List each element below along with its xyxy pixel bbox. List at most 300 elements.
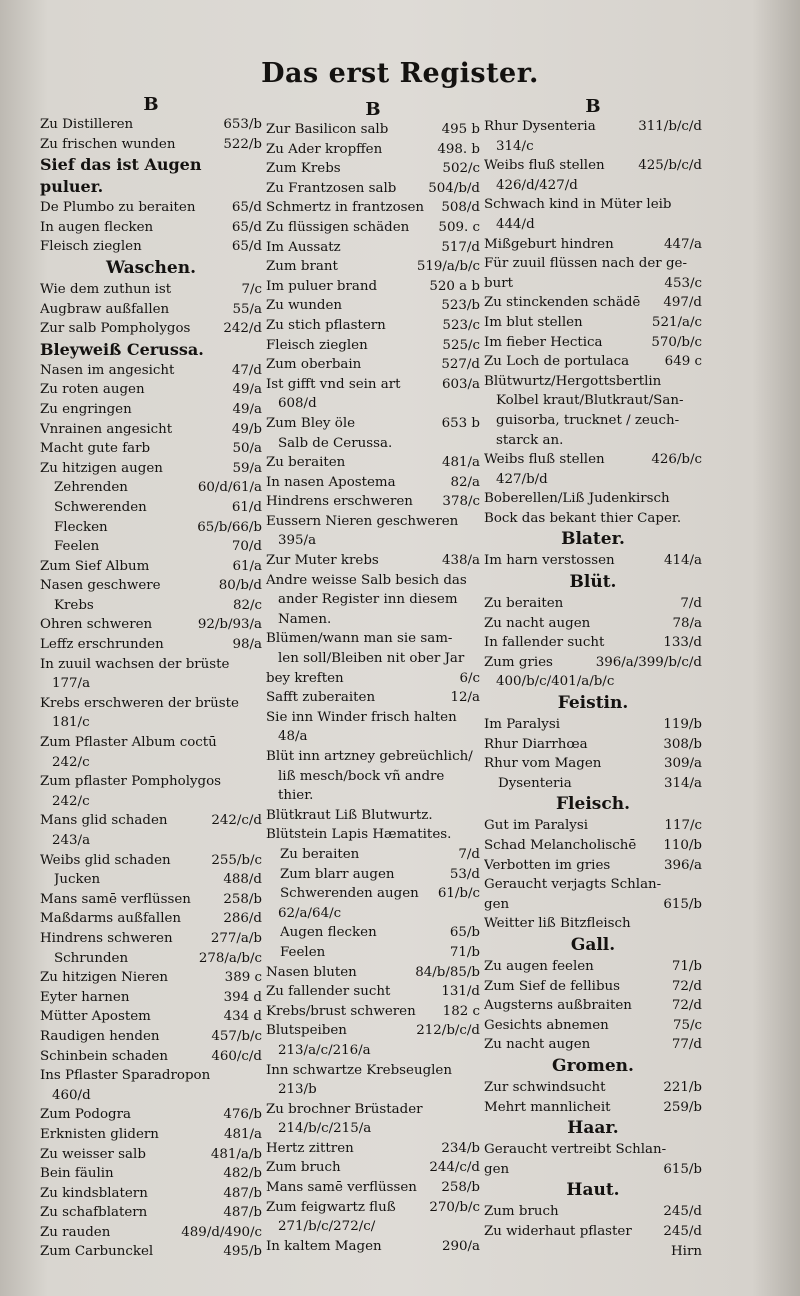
index-entry (40, 237, 262, 257)
entry-page-ref: 523/b (441, 298, 480, 314)
entry-term: Zu brochner Brüstader (266, 1101, 423, 1117)
index-entry (484, 1202, 702, 1222)
index-entry (40, 1047, 262, 1067)
entry-term: Im harn verstossen (484, 553, 615, 569)
entry-term: Mißgeburt hindren (484, 236, 614, 252)
entry-continuation: 177/a (52, 676, 91, 692)
entry-term: Blutspeiben (266, 1023, 347, 1039)
entry-page-ref: 394 d (223, 989, 262, 1005)
entry-term: Erknisten glidern (40, 1126, 159, 1142)
entry-term: Gut im Paralysi (484, 818, 588, 834)
entry-term: In augen flecken (40, 219, 154, 235)
index-entry (40, 280, 262, 300)
entry-continuation: len soll/Bleiben nit ober Jar (278, 651, 465, 667)
index-entry (40, 198, 262, 218)
entry-term: Rhur Dysenteria (484, 119, 596, 134)
index-entry (40, 518, 262, 538)
entry-page-ref: 460/c/d (211, 1048, 262, 1064)
index-entry (40, 478, 262, 498)
index-entry (266, 1198, 480, 1218)
entry-page-ref: 521/a/c (651, 314, 702, 330)
entry-term: Hindrens erschweren (266, 494, 413, 510)
entry-term: Schrunden (54, 950, 129, 966)
entry-page-ref: 242/d (223, 321, 262, 337)
entry-continuation: 181/c (52, 715, 90, 731)
entry-term: Fleisch zieglen (266, 337, 368, 353)
entry-term: Maßdarms außfallen (40, 911, 182, 927)
entry-page-ref: 133/d (663, 635, 702, 651)
entry-term: Zu augen feelen (484, 958, 594, 974)
entry-term: Ohren schweren (40, 617, 153, 633)
index-entry (484, 509, 702, 529)
entry-continuation: 214/b/c/215/a (278, 1121, 372, 1137)
entry-page-ref: 70/d (231, 539, 262, 555)
entry-page-ref: 482/b (223, 1166, 262, 1182)
entry-term: Safft zuberaiten (266, 690, 376, 706)
entry-term: Fleisch zieglen (40, 239, 142, 255)
index-entry (266, 336, 480, 356)
entry-page-ref: 244/c/d (429, 1160, 480, 1176)
entry-page-ref: 47/d (231, 362, 262, 378)
index-entry (266, 1002, 480, 1022)
entry-term: burt (484, 275, 513, 291)
entry-term: Zehrenden (54, 480, 128, 496)
entry-term: Schwach kind in Müter leib (484, 197, 672, 213)
index-entry (266, 747, 480, 767)
index-entry (266, 669, 480, 689)
index-entry (266, 414, 480, 434)
index-entry (484, 156, 702, 176)
entry-term: Zum feigwartz fluß (266, 1199, 396, 1215)
index-entry (266, 865, 480, 885)
entry-page-ref: 49/b (231, 421, 262, 437)
entry-page-ref: 71/b (449, 944, 480, 960)
entry-continuation: 460/d (52, 1087, 91, 1103)
index-entry (40, 498, 262, 518)
entry-page-ref: 438/a (441, 553, 480, 569)
entry-term: Andre weisse Salb besich das (266, 572, 467, 588)
entry-page-ref: 453/c (664, 275, 702, 291)
entry-page-ref: 7/d (680, 596, 702, 612)
index-entry (266, 1139, 480, 1159)
entry-term: Wie dem zuthun ist (40, 281, 172, 297)
entry-page-ref: 649 c (664, 354, 702, 370)
index-entry (40, 1007, 262, 1027)
entry-term: Zu Ader kropffen (266, 141, 383, 157)
index-column-1 (40, 95, 262, 1262)
index-entry (484, 594, 702, 614)
entry-page-ref: 502/c (442, 161, 480, 177)
index-entry (484, 551, 702, 571)
index-entry (266, 845, 480, 865)
entry-page-ref: 389 c (224, 970, 262, 986)
entry-page-ref: 311/b/c/d (638, 119, 702, 134)
entry-page-ref: 525/c (442, 337, 480, 353)
index-entry (484, 774, 702, 794)
page-title: Das erst Register. (261, 58, 539, 89)
entry-page-ref: 481/a (441, 455, 480, 471)
entry-page-ref: 12/a (450, 690, 480, 706)
entry-term: Zu stinckenden schädē (484, 295, 641, 311)
entry-page-ref: 396/a (663, 857, 702, 873)
index-entry (266, 629, 480, 649)
index-entry (484, 293, 702, 313)
entry-continuation: 242/c (52, 793, 90, 809)
index-entry (484, 1140, 702, 1160)
entry-page-ref: 119/b (663, 717, 702, 733)
index-entry (40, 968, 262, 988)
entry-page-ref: 245/d (663, 1223, 702, 1239)
entry-page-ref: 509. c (438, 219, 480, 235)
index-entry (40, 655, 262, 675)
entry-continuation: 62/a/64/c (278, 905, 342, 921)
index-entry (484, 254, 702, 274)
entry-term: Zum Podogra (40, 1107, 132, 1123)
entry-page-ref: 242/c/d (211, 813, 262, 829)
entry-page-ref: 314/a (663, 775, 702, 791)
index-entry (40, 811, 262, 831)
entry-page-ref: 570/b/c (651, 334, 702, 350)
index-entry (266, 355, 480, 375)
entry-term: Weibs glid schaden (40, 852, 171, 868)
entry-page-ref: 71/b (671, 958, 702, 974)
entry-continuation: 271/b/c/272/c/ (278, 1219, 376, 1235)
index-entry (40, 380, 262, 400)
index-entry (484, 333, 702, 353)
index-entry (484, 313, 702, 333)
entry-page-ref: 498. b (437, 141, 480, 157)
entry-continuation: 314/c (496, 138, 534, 154)
entry-term: Zu frischen wunden (40, 136, 176, 152)
entry-page-ref: 110/b (663, 838, 702, 853)
entry-page-ref: 434 d (223, 1009, 262, 1025)
entry-page-ref: 603/a (441, 376, 480, 392)
entry-term: In nasen Apostema (266, 474, 396, 490)
index-entry (40, 576, 262, 596)
entry-continuation: 243/a (52, 833, 91, 848)
entry-continuation: 444/d (496, 216, 535, 232)
index-entry (266, 571, 480, 591)
entry-term: Hindrens schweren (40, 930, 173, 946)
entry-page-ref: 61/b/c (437, 886, 480, 902)
entry-page-ref: 308/b (663, 736, 702, 752)
index-entry (40, 988, 262, 1008)
entry-page-ref: 80/b/d (218, 578, 262, 594)
entry-term: gen (484, 1161, 510, 1177)
index-entry (266, 1100, 480, 1120)
index-column-3 (484, 97, 702, 1261)
index-entry (40, 733, 262, 753)
entry-page-ref: 221/b (663, 1079, 702, 1095)
entry-term: Zu beraiten (484, 596, 564, 612)
entry-term: Dysenteria (498, 775, 572, 791)
entry-continuation: Salb de Cerussa. (278, 435, 393, 451)
entry-term: Zu fallender sucht (266, 984, 391, 1000)
entry-page-ref: 309/a (663, 756, 702, 772)
entry-page-ref: 234/b (441, 1140, 480, 1156)
index-entry (266, 825, 480, 845)
entry-page-ref: 481/a (223, 1126, 262, 1142)
entry-term: Zu wunden (266, 298, 343, 314)
entry-term: Blütstein Lapis Hæmatites. (266, 827, 452, 843)
entry-continuation: 48/a (278, 729, 308, 745)
entry-term: Leffz erschrunden (40, 637, 164, 653)
index-entry (40, 1223, 262, 1243)
entry-continuation: liß mesch/bock vñ andre thier. (278, 768, 445, 804)
entry-page-ref: 259/b (663, 1099, 702, 1115)
entry-term: Sie inn Winder frisch halten (266, 709, 457, 725)
entry-continuation: ander Register inn diesem (278, 592, 458, 608)
entry-page-ref: 519/a/b/c (416, 259, 480, 275)
entry-term: Bein fäulin (40, 1166, 114, 1182)
entry-term: Im puluer brand (266, 278, 378, 294)
entry-continuation: Kolbel kraut/Blutkraut/San- (496, 393, 684, 409)
entry-page-ref: 286/d (223, 911, 262, 927)
index-entry (266, 316, 480, 336)
entry-page-ref: 504/b/d (428, 180, 480, 196)
entry-page-ref: 78/a (672, 615, 702, 631)
index-entry (484, 816, 702, 836)
index-entry (40, 772, 262, 792)
index-entry (40, 909, 262, 929)
index-entry (266, 982, 480, 1002)
entry-term: Zu stich pflastern (266, 317, 386, 333)
entry-page-ref: 60/d/61/a (197, 480, 262, 496)
index-entry (40, 870, 262, 890)
entry-page-ref: 212/b/c/d (416, 1023, 480, 1039)
entry-page-ref: 396/a/399/b/c/d (595, 654, 702, 670)
entry-term: Flecken (54, 519, 108, 535)
entry-term: Krebs erschweren der brüste (40, 695, 239, 711)
entry-heading: Bleyweiß Cerussa. (40, 339, 204, 359)
entry-page-ref: 488/d (223, 872, 262, 888)
entry-term: Krebs/brust schweren (266, 1003, 416, 1019)
index-entry (40, 929, 262, 949)
entry-page-ref: 495/b (223, 1244, 262, 1260)
section-heading: Haar. (567, 1118, 619, 1139)
entry-term: Ist gifft vnd sein art (266, 376, 401, 392)
entry-page-ref: 481/a/b (210, 1146, 262, 1162)
index-entry (266, 179, 480, 199)
entry-term: Schwerenden (54, 499, 147, 515)
entry-term: Zum Pflaster Album coctū (40, 735, 217, 751)
entry-page-ref: 497/d (663, 295, 702, 311)
index-entry (484, 372, 702, 392)
entry-term: Rhur Diarrhœa (484, 736, 588, 752)
entry-term: Boberellen/Liß Judenkirsch (484, 491, 670, 507)
index-entry (266, 375, 480, 395)
index-entry (40, 1203, 262, 1223)
catchword: Hirn (671, 1243, 702, 1259)
entry-page-ref: 255/b/c (211, 852, 262, 868)
section-heading: Fleisch. (555, 794, 630, 815)
entry-page-ref: 523/c (442, 317, 480, 333)
entry-page-ref: 49/a (232, 382, 262, 398)
section-heading: Gall. (570, 934, 616, 955)
entry-continuation: Namen. (278, 611, 332, 627)
index-entry (40, 1027, 262, 1047)
index-entry (40, 135, 262, 155)
entry-term: Zum Bley öle (266, 415, 356, 431)
entry-page-ref: 50/a (232, 441, 262, 457)
entry-term: Zu weisser salb (40, 1146, 146, 1162)
entry-page-ref: 49/a (232, 401, 262, 417)
entry-page-ref: 414/a (663, 553, 702, 569)
entry-page-ref: 75/c (672, 1017, 702, 1033)
index-entry (484, 754, 702, 774)
entry-page-ref: 517/d (441, 239, 480, 255)
entry-term: Jucken (54, 872, 101, 888)
entry-term: Verbotten im gries (484, 857, 611, 873)
entry-page-ref: 278/a/b/c (198, 950, 262, 966)
entry-continuation: 213/b (278, 1082, 317, 1098)
entry-page-ref: 72/d (671, 998, 702, 1014)
index-entry (266, 159, 480, 179)
entry-term: Zu widerhaut pflaster (484, 1223, 632, 1239)
index-column-2 (266, 100, 480, 1256)
index-entry (40, 596, 262, 616)
entry-page-ref: 65/d (231, 219, 262, 235)
entry-term: Zu Loch de portulaca (484, 354, 630, 370)
index-entry (40, 1164, 262, 1184)
entry-term: Blümen/wann man sie sam- (266, 631, 453, 647)
entry-term: Für zuuil flüssen nach der ge- (484, 256, 687, 272)
entry-term: Mehrt mannlicheit (484, 1099, 611, 1115)
entry-term: Zu Distilleren (40, 117, 134, 132)
index-entry (484, 856, 702, 876)
index-entry (40, 1145, 262, 1165)
entry-term: Zu roten augen (40, 382, 145, 398)
entry-term: Blütwurtz/Hergottsbertlin (484, 373, 662, 389)
entry-term: Zu engringen (40, 401, 132, 417)
index-entry (484, 1078, 702, 1098)
entry-term: Schwerenden augen (280, 886, 419, 902)
section-letter: B (585, 96, 601, 117)
entry-page-ref: 59/a (232, 460, 262, 476)
section-letter: B (143, 94, 159, 115)
index-entry (266, 708, 480, 728)
index-entry (40, 694, 262, 714)
index-entry (266, 238, 480, 258)
entry-term: Zu beraiten (266, 455, 346, 471)
entry-page-ref: 61/a (232, 558, 262, 574)
entry-page-ref: 98/a (232, 637, 262, 653)
index-entry (40, 1184, 262, 1204)
entry-term: Im Paralysi (484, 717, 561, 733)
section-letter: B (365, 99, 381, 120)
section-heading: Haut. (566, 1180, 620, 1201)
entry-page-ref: 527/d (441, 357, 480, 373)
index-entry (484, 977, 702, 997)
entry-term: Hertz zittren (266, 1140, 354, 1156)
index-entry (266, 1061, 480, 1081)
entry-term: De Plumbo zu beraiten (40, 200, 196, 216)
index-entry (40, 1242, 262, 1262)
index-entry (266, 473, 480, 493)
entry-term: bey kreften (266, 670, 344, 686)
entry-page-ref: 55/a (232, 301, 262, 317)
index-entry (40, 1066, 262, 1086)
index-entry (266, 806, 480, 826)
entry-term: Zum bruch (266, 1160, 341, 1176)
entry-page-ref: 82/c (232, 597, 262, 613)
entry-term: Inn schwartze Krebseuglen (266, 1062, 452, 1078)
entry-term: Zu nacht augen (484, 1037, 591, 1053)
index-entry (40, 439, 262, 459)
entry-term: gen (484, 896, 510, 912)
entry-term: Im fieber Hectica (484, 334, 603, 350)
index-entry (40, 851, 262, 871)
index-entry (40, 115, 262, 135)
entry-heading: Sief das ist Augen puluer. (40, 155, 202, 197)
index-entry (484, 735, 702, 755)
entry-term: Zu rauden (40, 1224, 111, 1240)
index-entry (266, 453, 480, 473)
index-entry (266, 884, 480, 904)
entry-term: Zu nacht augen (484, 615, 591, 631)
entry-page-ref: 378/c (442, 494, 480, 510)
index-entry (40, 557, 262, 577)
entry-page-ref: 426/b/c (651, 452, 702, 468)
section-heading: Gromen. (552, 1055, 634, 1076)
section-heading: Waschen. (105, 257, 196, 278)
index-entry (266, 296, 480, 316)
entry-term: Krebs (54, 597, 94, 613)
index-entry (40, 537, 262, 557)
index-entry (484, 450, 702, 470)
entry-term: Zur Muter krebs (266, 553, 379, 569)
index-entry (484, 1016, 702, 1036)
index-entry (484, 489, 702, 509)
entry-page-ref: 92/b/93/a (197, 617, 262, 633)
entry-term: Zum Sief Album (40, 558, 150, 574)
index-entry (40, 615, 262, 635)
index-entry (484, 633, 702, 653)
entry-term: Raudigen henden (40, 1028, 160, 1044)
entry-term: Weibs fluß stellen (484, 452, 605, 468)
entry-page-ref: 290/a (441, 1238, 480, 1254)
entry-page-ref: 65/b (449, 925, 480, 941)
index-entry (40, 400, 262, 420)
index-entry (266, 923, 480, 943)
entry-term: Augbraw außfallen (40, 301, 170, 317)
index-entry (484, 653, 702, 673)
entry-term: Zur schwindsucht (484, 1079, 606, 1095)
index-entry (266, 1237, 480, 1257)
entry-term: Macht gute farb (40, 441, 151, 457)
index-entry (266, 551, 480, 571)
index-entry (266, 277, 480, 297)
entry-page-ref: 117/c (664, 818, 702, 834)
entry-page-ref: 277/a/b (210, 930, 262, 946)
entry-page-ref: 522/b (223, 136, 262, 152)
entry-term: Zum Krebs (266, 161, 341, 177)
entry-term: Blüt inn artzney gebreüchlich/ (266, 749, 473, 764)
entry-page-ref: 457/b/c (211, 1028, 262, 1044)
entry-term: Zu flüssigen schäden (266, 219, 410, 235)
index-entry (266, 943, 480, 963)
entry-term: Zu Frantzosen salb (266, 180, 397, 196)
index-entry (484, 996, 702, 1016)
entry-term: Augen flecken (280, 925, 377, 941)
entry-continuation: 400/b/c/401/a/b/c (496, 674, 615, 690)
index-entry (40, 1105, 262, 1125)
entry-term: In zuuil wachsen der brüste (40, 656, 230, 672)
index-entry (484, 957, 702, 977)
entry-page-ref: 53/d (449, 866, 480, 882)
entry-continuation: starck an. (496, 432, 564, 448)
entry-page-ref: 508/d (441, 200, 480, 216)
